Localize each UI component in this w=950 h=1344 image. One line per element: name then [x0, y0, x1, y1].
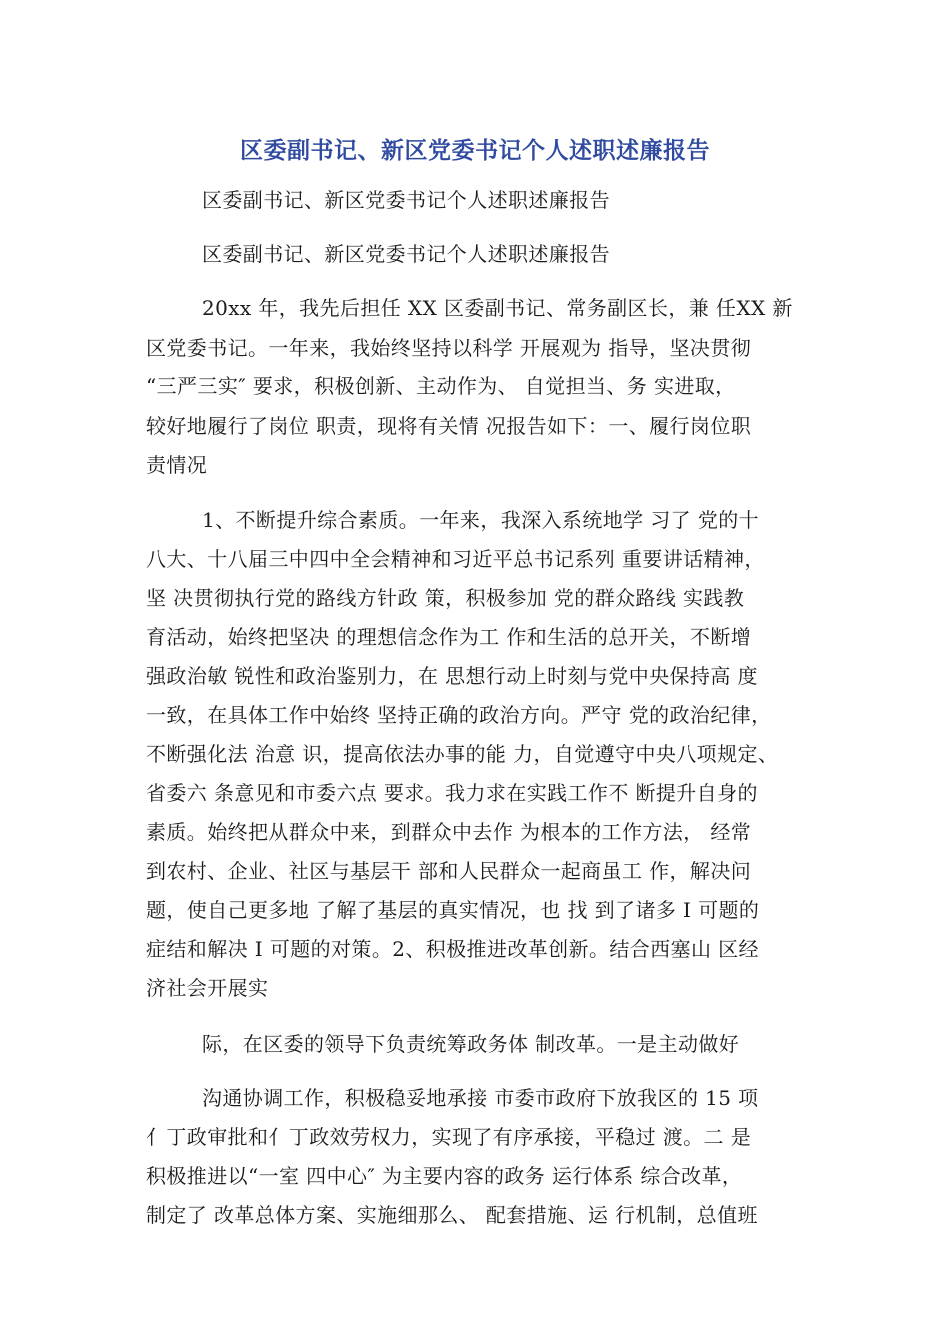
text-line: 不断强化法 治意 识，提高依法办事的能 力，自觉遵守中央八项规定、 [146, 742, 779, 766]
text-line: 坚 决贯彻执行党的路线方针政 策，积极参加 党的群众路线 实践教 [146, 586, 745, 610]
document-title: 区委副书记、新区党委书记个人述职述廉报告 [240, 138, 710, 164]
text-line: 到农村、企业、社区与基层干 部和人民群众一起商虽工 作，解决问 [146, 859, 752, 883]
text-line: 制定了 改革总体方案、实施细那么、 配套措施、运 行机制，总值班 [146, 1203, 758, 1227]
text-line: 1、不断提升综合素质。一年来，我深入系统地学 习了 党的十 [202, 508, 760, 532]
text-line: 题，使自己更多地 了解了基层的真实情况，也 找 到了诸多 I 可题的 [146, 898, 760, 922]
text-line: 20xx 年，我先后担任 XX 区委副书记、常务副区长，兼 任XX 新 [202, 296, 793, 320]
text-line: 沟通协调工作，积极稳妥地承接 市委市政府下放我区的 15 项 [202, 1086, 759, 1110]
text-line: 育活动，始终把坚决 的理想信念作为工 作和生活的总开关，不断增 [146, 625, 752, 649]
text-line: 较好地履行了岗位 职责，现将有关情 况报告如下：一、履行岗位职 [146, 414, 752, 438]
text-line: 济社会开展实 [146, 976, 269, 1000]
text-line: 八大、十八届三中四中全会精神和习近平总书记系列 重要讲话精神， [146, 547, 765, 571]
text-line: “三严三实″ 要求，积极创新、主动作为、 自觉担当、务 实进取， [146, 374, 736, 398]
paragraph-subtitle-2: 区委副书记、新区党委书记个人述职述廉报告 [202, 242, 610, 266]
paragraph-subtitle-1: 区委副书记、新区党委书记个人述职述廉报告 [202, 188, 610, 212]
text-line: 一致，在具体工作中始终 坚持正确的政治方向。严守 党的政治纪律， [146, 703, 772, 727]
text-line: 区党委书记。一年来，我始终坚持以科学 开展观为 指导，坚决贯彻 [146, 336, 752, 360]
text-line: 际，在区委的领导下负责统筹政务体 制改革。一是主动做好 [202, 1032, 740, 1056]
text-line: 症结和解决 I 可题的对策。2、积极推进改革创新。结合西塞山 区经 [146, 937, 759, 961]
text-line: 素质。始终把从群众中来，到群众中去作 为根本的工作方法， 经常 [146, 820, 752, 844]
text-line: 责情况 [146, 453, 208, 477]
text-line: 亻丁政审批和亻丁政效劳权力，实现了有序承接，平稳过 渡。二 是 [146, 1125, 752, 1149]
text-line: 积极推进以“一室 四中心″ 为主要内容的政务 运行体系 综合改革， [146, 1164, 743, 1188]
text-line: 强政治敏 锐性和政治鉴别力，在 思想行动上时刻与党中央保持高 度 [146, 664, 758, 688]
text-line: 省委六 条意见和市委六点 要求。我力求在实践工作不 断提升自身的 [146, 781, 758, 805]
